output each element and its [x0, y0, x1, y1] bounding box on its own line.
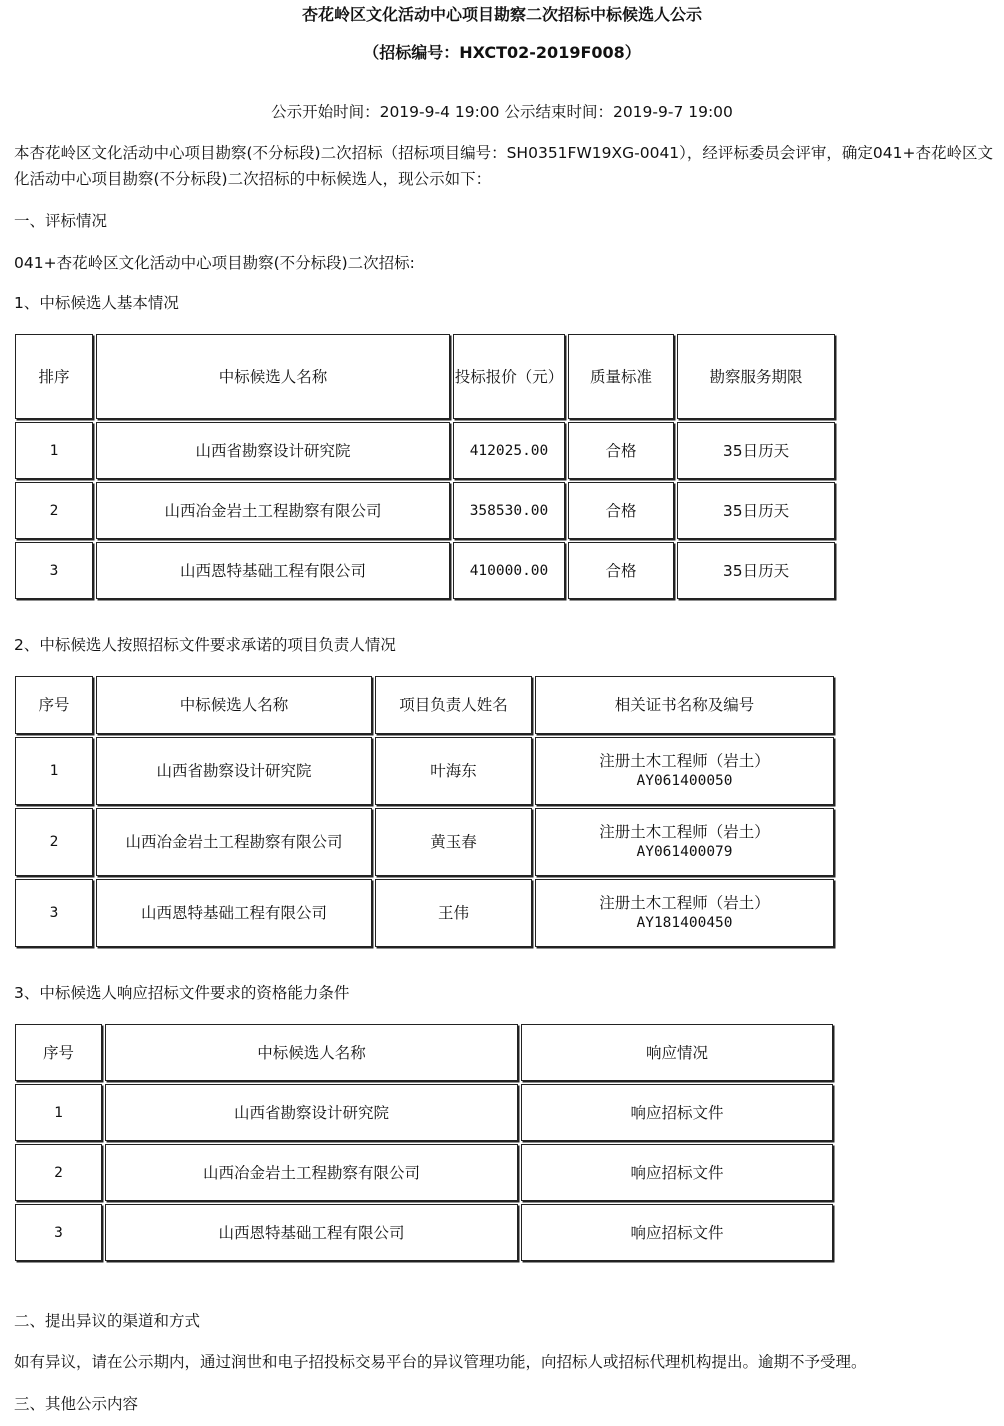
candidate-basic-table	[12, 331, 838, 602]
rank-cell: 3	[15, 542, 93, 599]
rank-cell: 2	[15, 482, 93, 539]
company-cell: 山西冶金岩土工程勘察有限公司	[105, 1144, 518, 1201]
certificate-number: AY061400050	[636, 773, 733, 789]
header-name: 中标候选人名称	[96, 334, 450, 419]
quality-cell: 合格	[568, 482, 674, 539]
manager-cell: 王伟	[375, 879, 532, 947]
period-cell: 35日历天	[677, 482, 835, 539]
table2-caption: 2、中标候选人按照招标文件要求承诺的项目负责人情况	[14, 636, 396, 654]
table-header-row	[15, 676, 834, 734]
certificate-cell	[535, 879, 834, 947]
project-manager-table	[12, 673, 837, 950]
certificate-name: 注册土木工程师（岩土）	[599, 894, 770, 912]
response-cell: 响应招标文件	[521, 1084, 833, 1141]
table-row	[15, 1144, 833, 1201]
header-certificate: 相关证书名称及编号	[535, 676, 834, 734]
certificate-cell	[535, 808, 834, 876]
section3-heading: 三、其他公示内容	[14, 1395, 139, 1413]
company-cell: 山西省勘察设计研究院	[105, 1084, 518, 1141]
header-index: 序号	[15, 1024, 102, 1081]
tender-number: （招标编号：HXCT02-2019F008）	[363, 43, 641, 62]
table-row	[15, 1084, 833, 1141]
table-row	[15, 737, 834, 805]
index-cell: 3	[15, 1204, 102, 1261]
header-name: 中标候选人名称	[96, 676, 372, 734]
certificate-number: AY061400079	[636, 844, 733, 860]
header-price: 投标报价（元）	[453, 334, 565, 419]
objection-text: 如有异议，请在公示期内，通过润世和电子招投标交易平台的异议管理功能，向招标人或招标代理机构提出。逾期不予受理。	[14, 1353, 867, 1371]
index-cell: 1	[15, 1084, 102, 1141]
company-cell: 山西省勘察设计研究院	[96, 422, 450, 479]
certificate-name: 注册土木工程师（岩土）	[599, 752, 770, 770]
index-cell: 2	[15, 1144, 102, 1201]
table-row	[15, 482, 835, 539]
header-name: 中标候选人名称	[105, 1024, 518, 1081]
response-cell: 响应招标文件	[521, 1144, 833, 1201]
table-row	[15, 542, 835, 599]
table-row	[15, 1204, 833, 1261]
company-cell: 山西冶金岩土工程勘察有限公司	[96, 808, 372, 876]
section1-heading: 一、评标情况	[14, 212, 108, 230]
manager-cell: 叶海东	[375, 737, 532, 805]
table3-caption: 3、中标候选人响应招标文件要求的资格能力条件	[14, 984, 350, 1002]
rank-cell: 1	[15, 422, 93, 479]
page-title: 杏花岭区文化活动中心项目勘察二次招标中标候选人公示	[301, 5, 702, 24]
response-cell: 响应招标文件	[521, 1204, 833, 1261]
section2-heading: 二、提出异议的渠道和方式	[14, 1312, 201, 1330]
company-cell: 山西省勘察设计研究院	[96, 737, 372, 805]
header-rank: 排序	[15, 334, 93, 419]
header-period: 勘察服务期限	[677, 334, 835, 419]
index-cell: 1	[15, 737, 93, 805]
intro-paragraph: 本杏花岭区文化活动中心项目勘察(不分标段)二次招标（招标项目编号：SH0351FW19XG-0041），经评标委员会评审，确定041+杏花岭区文化活动中心项目勘察(不分标段)二次招标的中标候选人，现公示如下：	[14, 144, 993, 188]
certificate-cell	[535, 737, 834, 805]
company-cell: 山西恩特基础工程有限公司	[96, 879, 372, 947]
index-cell: 3	[15, 879, 93, 947]
table-row	[15, 879, 834, 947]
period-cell: 35日历天	[677, 542, 835, 599]
project-line: 041+杏花岭区文化活动中心项目勘察(不分标段)二次招标:	[14, 254, 415, 272]
header-index: 序号	[15, 676, 93, 734]
table1-caption: 1、中标候选人基本情况	[14, 294, 179, 312]
quality-cell: 合格	[568, 422, 674, 479]
qualification-table	[12, 1021, 836, 1264]
header-manager: 项目负责人姓名	[375, 676, 532, 734]
quality-cell: 合格	[568, 542, 674, 599]
price-cell: 412025.00	[453, 422, 565, 479]
table-header-row	[15, 1024, 833, 1081]
price-cell: 358530.00	[453, 482, 565, 539]
company-cell: 山西恩特基础工程有限公司	[105, 1204, 518, 1261]
certificate-name: 注册土木工程师（岩土）	[599, 823, 770, 841]
company-cell: 山西冶金岩土工程勘察有限公司	[96, 482, 450, 539]
price-cell: 410000.00	[453, 542, 565, 599]
header-quality: 质量标准	[568, 334, 674, 419]
company-cell: 山西恩特基础工程有限公司	[96, 542, 450, 599]
certificate-number: AY181400450	[636, 915, 733, 931]
table-row	[15, 808, 834, 876]
table-header-row	[15, 334, 835, 419]
period-cell: 35日历天	[677, 422, 835, 479]
index-cell: 2	[15, 808, 93, 876]
header-response: 响应情况	[521, 1024, 833, 1081]
manager-cell: 黄玉春	[375, 808, 532, 876]
table-row	[15, 422, 835, 479]
publicity-time: 公示开始时间：2019-9-4 19:00 公示结束时间：2019-9-7 19:00	[271, 103, 733, 121]
